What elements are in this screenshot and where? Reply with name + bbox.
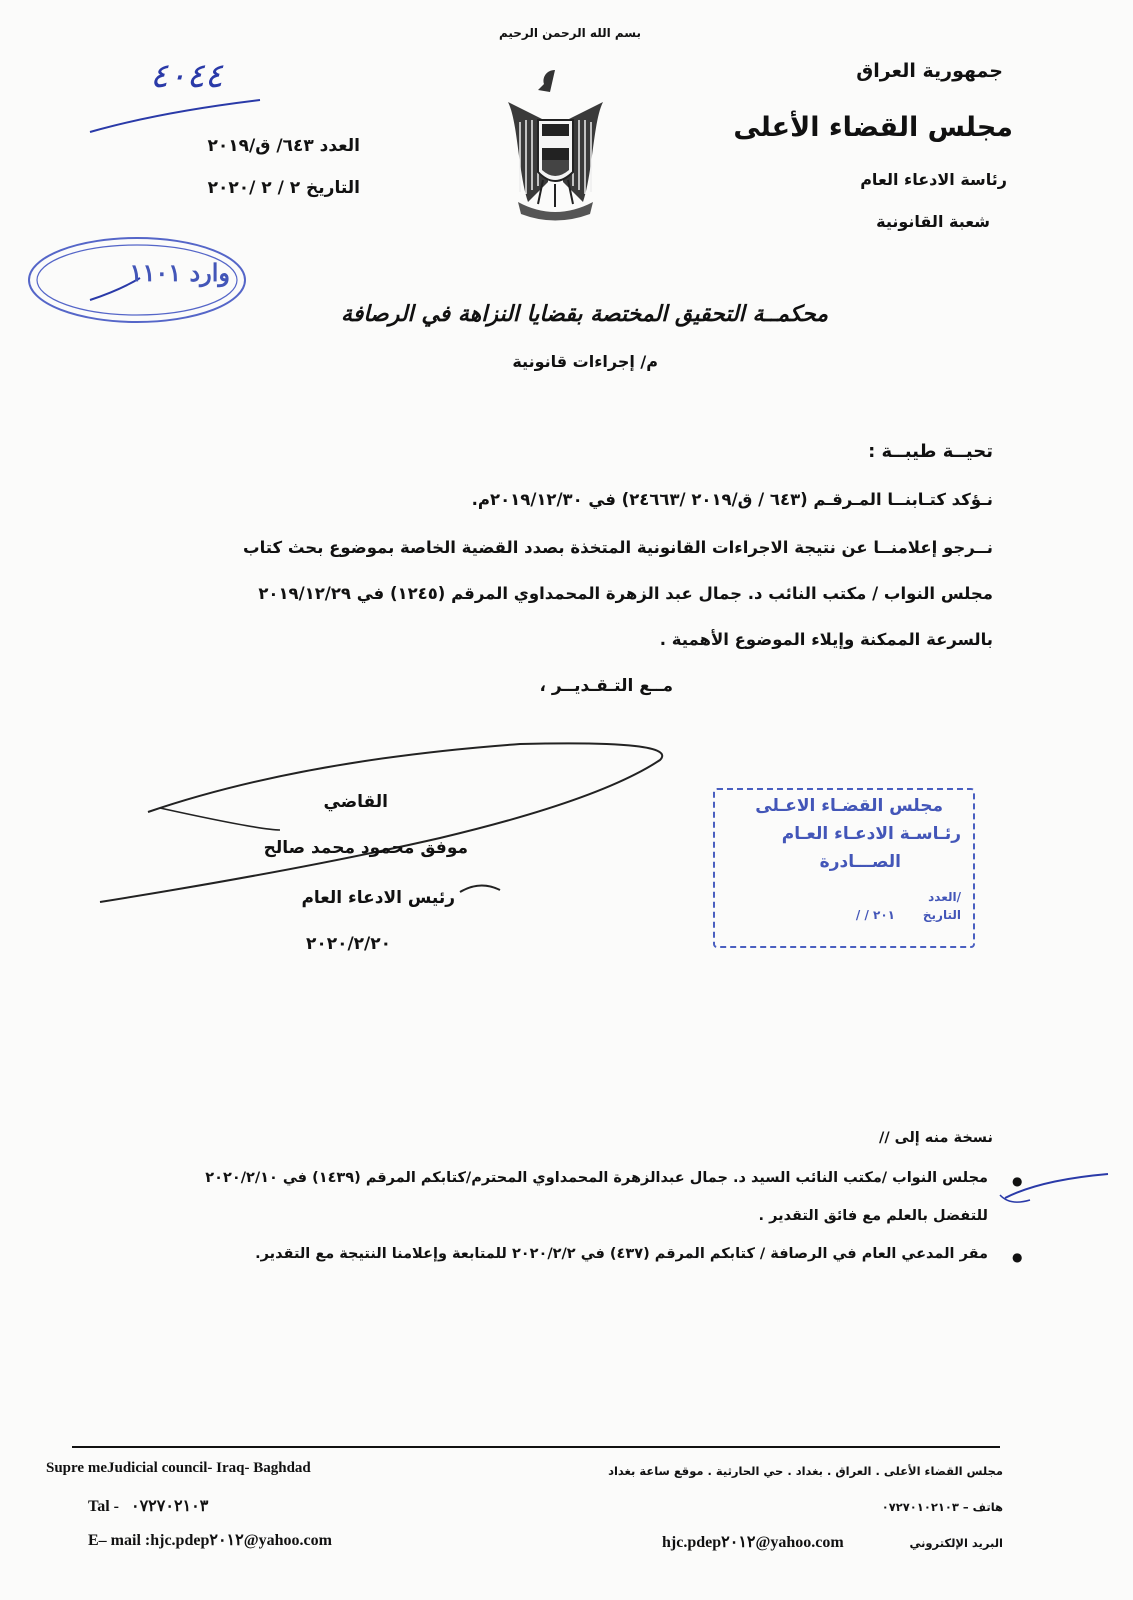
- copy-item-2: مقر المدعي العام في الرصافة / كتابكم المرقم (٤٣٧) في ٢٠٢٠/٢/٢ للمتابعة وإعلامنا النتيجة مع التقدير.: [255, 1246, 988, 1262]
- footer-en-email: E– mail :hjc.pdep٢٠١٢@yahoo.com: [88, 1532, 332, 1549]
- greeting: تحيــة طيبــة :: [868, 441, 993, 462]
- stamp-date-label: التاريخ: [922, 908, 961, 922]
- signature-date: ٢٠٢٠/٢/٢٠: [305, 934, 391, 954]
- footer-en-name: Supre meJudicial council- Iraq- Baghdad: [46, 1460, 311, 1476]
- body-line-2: نــرجو إعلامنــا عن نتيجة الاجراءات القانونية المتخذة بصدد القضية الخاصة بموضوع بحث كتاب: [242, 538, 993, 557]
- basmala: بسم الله الرحمن الرحيم: [498, 26, 642, 40]
- signature-position: رئيس الادعاء العام: [301, 888, 455, 908]
- body-line-4: بالسرعة الممكنة وإيلاء الموضوع الأهمية .: [659, 630, 993, 649]
- handwritten-number: ٤٠٤٤: [150, 56, 224, 96]
- outgoing-stamp: [713, 788, 975, 948]
- footer-divider: [72, 1446, 1000, 1448]
- document-date: التاريخ ۲ / ٢ /٢٠٢٠: [207, 178, 360, 198]
- copy-item-1-line-2: للتفضل بالعلم مع فائق التقدير .: [758, 1208, 988, 1224]
- footer-en-tel: Tal - ٠٧٢٧٠٢١٠٣: [88, 1498, 209, 1515]
- stamp-line-1: مجلس القضـاء الاعـلى: [755, 796, 943, 816]
- copies-heading: نسخة منه إلى //: [879, 1130, 993, 1146]
- footer-ar-email-label: البريد الإلكتروني: [909, 1536, 1003, 1550]
- footer-ar-phone: هاتف – ٠٧٢٧٠١٠٢١٠٣: [881, 1500, 1003, 1514]
- document-number: العدد ٦٤٣/ ق/٢٠١٩: [207, 136, 360, 156]
- recipient-court: محكمــة التحقيق المختصة بقضايا النزاهة في الرصافة: [341, 302, 828, 327]
- signature-title: القاضي: [323, 792, 388, 812]
- body-line-3: مجلس النواب / مكتب النائب د. جمال عبد الزهرة المحمداوي المرقم (١٢٤٥) في ٢٠١٩/١٢/٢٩: [258, 584, 993, 603]
- stamp-number-label: العدد/: [928, 890, 961, 904]
- header-division: شعبة القانونية: [876, 212, 990, 231]
- copy-item-1-line-1: مجلس النواب /مكتب النائب السيد د. جمال عبدالزهرة المحمداوي المحترم/كتابكم المرقم (١٤٣٩) في ٢٠٢٠/٢/١٠: [205, 1170, 988, 1186]
- stamp-line-3: الصـــادرة: [819, 852, 901, 872]
- bullet-icon: ●: [1012, 1250, 1023, 1264]
- incoming-stamp-text: وارد ١١٠١: [129, 258, 230, 287]
- signature-name: موفق محمود محمد صالح: [263, 838, 468, 858]
- stamp-date-blank: ٢٠١ / /: [855, 908, 895, 922]
- header-republic: جمهورية العراق: [856, 60, 1003, 82]
- footer-ar-address: مجلس القضاء الأعلى . العراق . بغداد . حي الحارثية . موقع ساعة بغداد: [608, 1464, 1003, 1478]
- stamp-line-2: رئـاسـة الادعـاء العـام: [781, 824, 961, 844]
- handwritten-underline: [90, 100, 260, 132]
- header-council: مجلس القضاء الأعلى: [733, 112, 1013, 143]
- footer-ar-email: hjc.pdep٢٠١٢@yahoo.com: [662, 1534, 844, 1551]
- header-presidency: رئاسة الادعاء العام: [860, 170, 1007, 189]
- bullet-icon: ●: [1012, 1174, 1023, 1188]
- subject-line: م/ إجراءات قانونية: [512, 352, 658, 371]
- closing: مــع التـقـديــر ،: [539, 676, 673, 696]
- body-line-1: نـؤكد كتـابنــا المـرقـم (٦٤٣ / ق/٢٠١٩ /٢٤٦٦٣) في ٢٠١٩/١٢/٣٠م.: [471, 490, 993, 509]
- eagle-emblem-icon: [498, 62, 613, 227]
- signature-scribble: [100, 743, 662, 902]
